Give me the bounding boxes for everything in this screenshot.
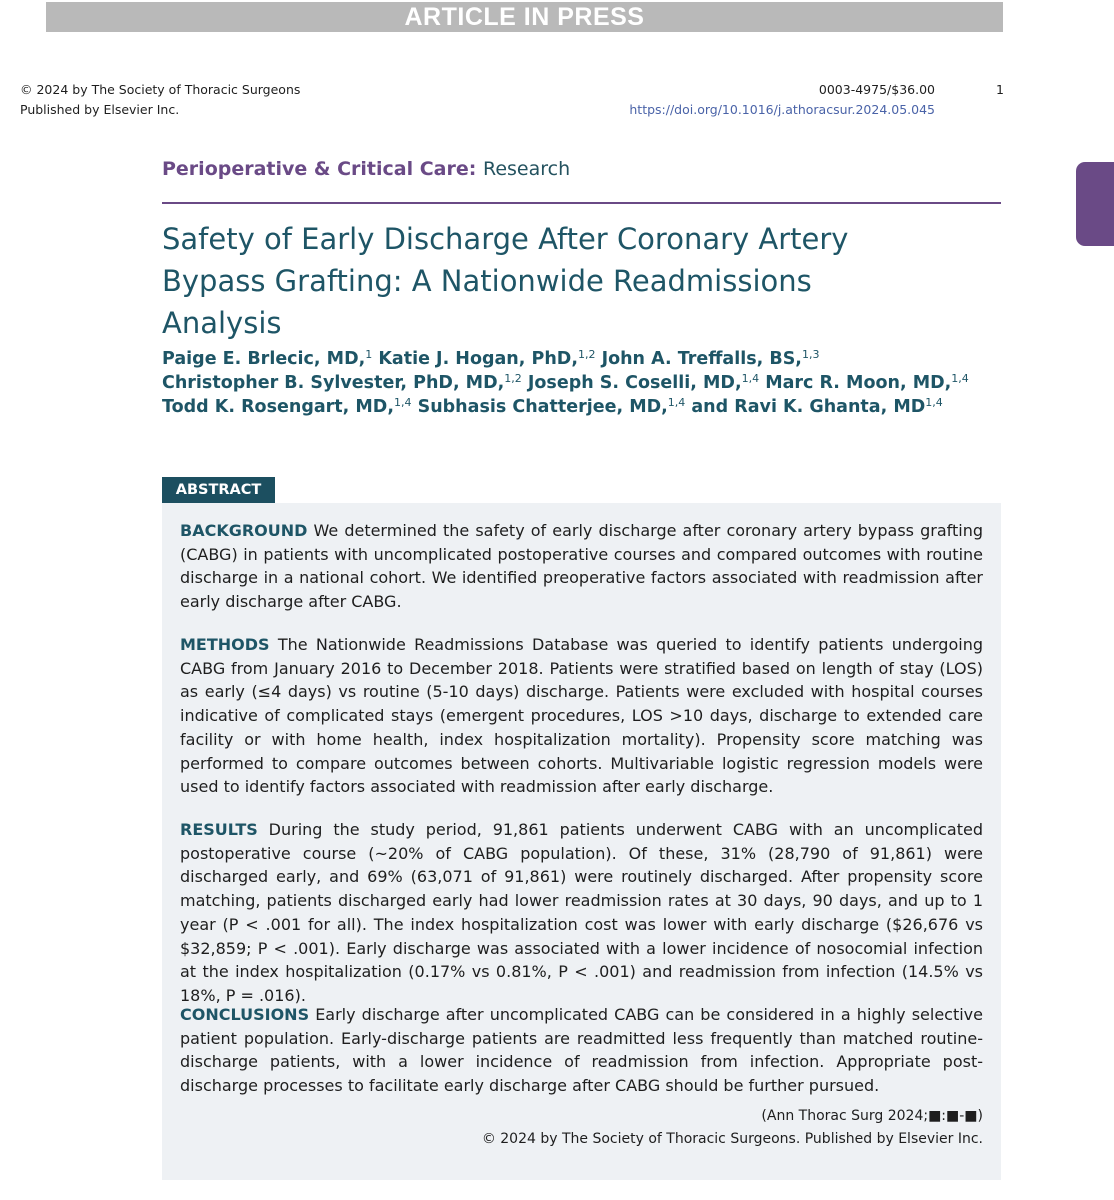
background-text: We determined the safety of early discharge after coronary artery bypass grafting (CABG) in patients with uncomplicated postoperative courses and compared outcomes with routine discharge in a national cohort. We identified preoperative factors associated with readmission after early discharge after CABG.: [180, 521, 983, 612]
issn-price: 0003-4975/$36.00: [818, 82, 935, 97]
abstract-methods: [180, 633, 983, 799]
page-number: 1: [996, 82, 1004, 97]
author: [418, 397, 686, 417]
author-affiliation: 1,4: [951, 372, 969, 385]
author-name: Joseph S. Coselli, MD,: [527, 373, 742, 393]
conclusions-text: Early discharge after uncomplicated CABG can be considered in a highly selective patient population. Early-discharge patients are readmitted less frequently than matched routine-discharge patients, with a lower incidence of readmission from infection. Appropriate post-discharge processes to facilitate early discharge after CABG should be further pursued.: [180, 1005, 983, 1096]
author: [378, 349, 595, 369]
journal-identifiers-block: [629, 80, 935, 120]
methods-heading: METHODS: [180, 635, 270, 654]
abstract-citation: (Ann Thorac Surg 2024;■:■-■): [761, 1108, 983, 1124]
author-name: Katie J. Hogan, PhD,: [378, 349, 578, 369]
author: [602, 349, 820, 369]
journal-copyright-block: [20, 80, 300, 120]
author: [765, 373, 969, 393]
section-label: [162, 158, 570, 180]
author-name: Christopher B. Sylvester, PhD, MD,: [162, 373, 505, 393]
author: [162, 349, 372, 369]
author-name: and Ravi K. Ghanta, MD: [691, 397, 926, 417]
section-side-tab: [1076, 162, 1114, 246]
author: [528, 373, 759, 393]
author: [691, 397, 942, 417]
section-category: Perioperative & Critical Care:: [162, 158, 477, 180]
author-affiliation: 1,4: [394, 396, 412, 409]
author-affiliation: 1,4: [925, 396, 943, 409]
author-affiliation: 1,2: [577, 348, 596, 361]
author-affiliation: 1: [365, 348, 373, 361]
background-heading: BACKGROUND: [180, 521, 308, 540]
methods-text: The Nationwide Readmissions Database was queried to identify patients undergoing CABG from January 2016 to December 2018. Patients were stratified based on length of stay (LOS) as early (≤4 days) vs routine (5-10 days) discharge. Patients were excluded with hospital courses indicative of complicated stays (emergent procedures, LOS >10 days, discharge to extended care facility or with home health, index hospitalization mortality). Propensity score matching was performed to compare outcomes between cohorts. Multivariable logistic regression models were used to identify factors associated with readmission after early discharge.: [180, 635, 983, 797]
abstract-background: [180, 519, 983, 614]
abstract-label: ABSTRACT: [162, 477, 275, 503]
abstract-copyright: © 2024 by The Society of Thoracic Surgeons. Published by Elsevier Inc.: [481, 1131, 983, 1147]
author-name: Subhasis Chatterjee, MD,: [417, 397, 668, 417]
doi-link[interactable]: https://doi.org/10.1016/j.athoracsur.2024.05.045: [629, 102, 935, 117]
author-name: Todd K. Rosengart, MD,: [162, 397, 394, 417]
author-list: [162, 347, 1002, 419]
author-affiliation: 1,2: [504, 372, 522, 385]
header-publisher: Published by Elsevier Inc.: [20, 102, 180, 117]
conclusions-heading: CONCLUSIONS: [180, 1005, 310, 1024]
abstract-results: [180, 818, 983, 1008]
author-name: John A. Treffalls, BS,: [601, 349, 802, 369]
results-heading: RESULTS: [180, 820, 258, 839]
section-subcategory: Research: [482, 158, 571, 180]
author: [162, 373, 522, 393]
article-in-press-banner: ARTICLE IN PRESS: [46, 2, 1003, 32]
author-affiliation: 1,4: [741, 372, 760, 385]
author-name: Marc R. Moon, MD,: [765, 373, 952, 393]
abstract-conclusions: [180, 1003, 983, 1098]
section-divider: [162, 202, 1001, 204]
author: [162, 397, 412, 417]
author-affiliation: 1,3: [801, 348, 820, 361]
author-affiliation: 1,4: [667, 396, 686, 409]
results-text: During the study period, 91,861 patients underwent CABG with an uncomplicated postoperative course (~20% of CABG population). Of these, 31% (28,790 of 91,861) were discharged early, and 69% (63,071 of 91,861) were routinely discharged. After propensity score matching, patients discharged early had lower readmission rates at 30 days, 90 days, and up to 1 year (P < .001 for all). The index hospitalization cost was lower with early discharge ($26,676 vs $32,859; P < .001). Early discharge was associated with a lower incidence of nosocomial infection at the index hospitalization (0.17% vs 0.81%, P < .001) and readmission from infection (14.5% vs 18%, P = .016).: [180, 820, 984, 1005]
author-name: Paige E. Brlecic, MD,: [162, 349, 366, 369]
header-copyright: © 2024 by The Society of Thoracic Surgeons: [20, 82, 301, 97]
article-title: Safety of Early Discharge After Coronary Artery Bypass Grafting: A Nationwide Readmissions Analysis: [162, 222, 849, 340]
